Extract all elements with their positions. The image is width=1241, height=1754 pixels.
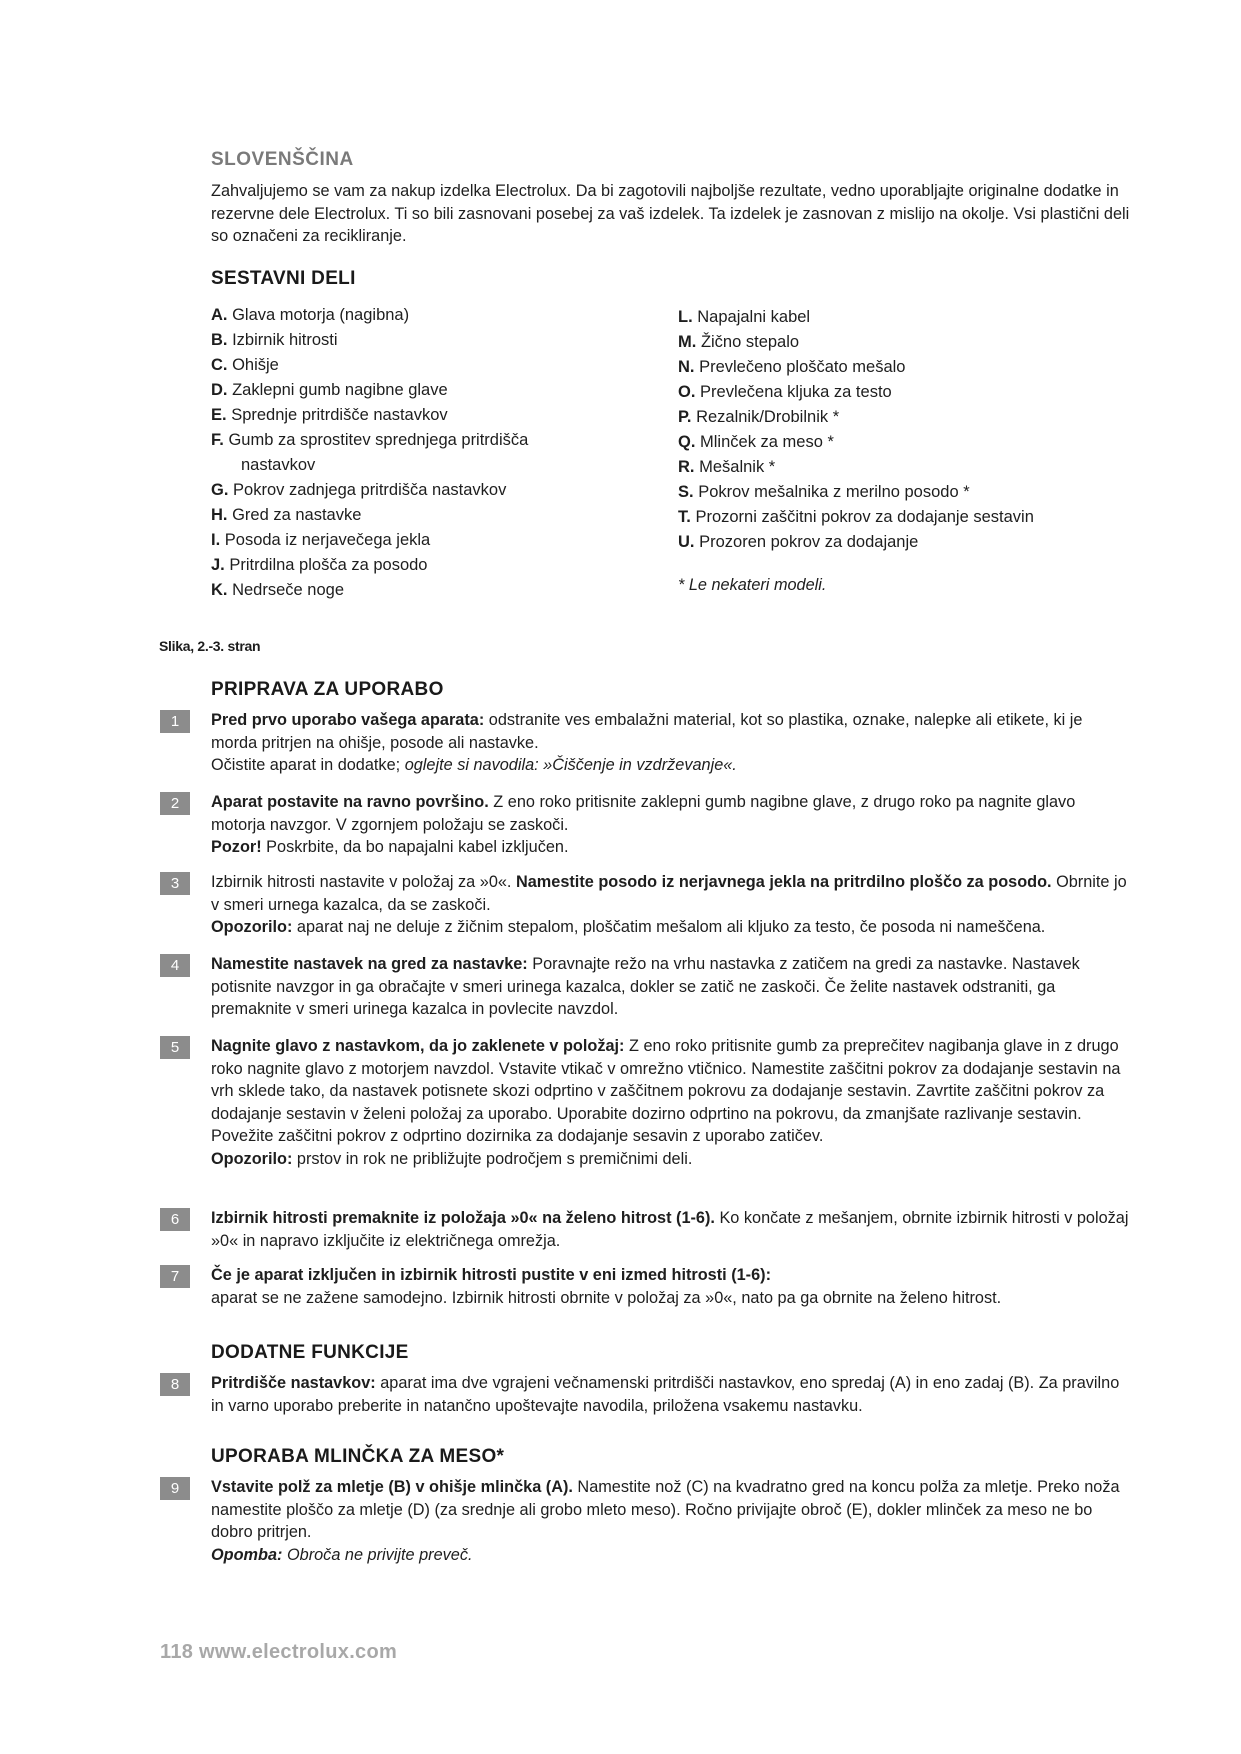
list-item: Q. Mlinček za meso * [678, 433, 834, 451]
prep-heading: PRIPRAVA ZA UPORABO [211, 679, 444, 700]
list-item: J. Pritrdilna plošča za posodo [211, 556, 428, 574]
step-8-text: Pritrdišče nastavkov: aparat ima dve vgrajeni večnamenski pritrdišči nastavkov, eno spredaj (A) in eno zadaj (B). Za pravilno in varno uporabo preberite in natančno upoštevajte navodila, priložena vsakemu nastavku. [211, 1374, 1120, 1415]
intro-paragraph: Zahvaljujemo se vam za nakup izdelka Electrolux. Da bi zagotovili najboljše rezultate, vedno uporabljajte originalne dodatke in rezervne dele Electrolux. Ti so bili zasnovani posebej za vaš izdelek. Ta izdelek je zasnovan z mislijo na okolje. Vsi plastični deli so označeni za recikliranje. [211, 182, 1130, 245]
parts-list-right [678, 305, 1034, 555]
list-item: A. Glava motorja (nagibna) [211, 306, 410, 324]
figure-reference: Slika, 2.-3. stran [159, 638, 261, 654]
step-number-badge: 4 [160, 954, 190, 977]
list-item: O. Prevlečena kljuka za testo [678, 383, 892, 401]
step-1-text: Pred prvo uporabo vašega aparata: odstranite ves embalažni material, kot so plastika, oznake, nalepke ali etikete, ki je morda pritrjen na ohišje, posode ali nastavke. Očistite aparat in dodatke; oglejte si navodila: »Čiščenje in vzdrževanje«. [211, 711, 1083, 774]
step-number-badge: 5 [160, 1036, 190, 1059]
list-item: N. Prevlečeno ploščato mešalo [678, 358, 906, 376]
list-item: P. Rezalnik/Drobilnik * [678, 408, 840, 426]
step-number-badge: 9 [160, 1477, 190, 1500]
step-2-text: Aparat postavite na ravno površino. Z eno roko pritisnite zaklepni gumb nagibne glave, z drugo roko pa nagnite glavo motorja navzgor. V zgornjem položaju se zaskoči. Pozor! Poskrbite, da bo napajalni kabel izključen. [211, 793, 1076, 856]
list-item: T. Prozorni zaščitni pokrov za dodajanje sestavin [678, 508, 1034, 526]
list-item: I. Posoda iz nerjavečega jekla [211, 531, 431, 549]
list-item: nastavkov [241, 456, 316, 474]
extra-functions-heading: DODATNE FUNKCIJE [211, 1342, 409, 1363]
step-number-badge: 2 [160, 792, 190, 815]
list-item: R. Mešalnik * [678, 458, 776, 476]
step-number-badge: 1 [160, 710, 190, 733]
list-item: U. Prozoren pokrov za dodajanje [678, 533, 919, 551]
list-item: M. Žično stepalo [678, 333, 800, 351]
list-item: C. Ohišje [211, 356, 279, 374]
list-item: K. Nedrseče noge [211, 581, 345, 599]
step-7-text: Če je aparat izključen in izbirnik hitrosti pustite v eni izmed hitrosti (1-6): aparat se ne zažene samodejno. Izbirnik hitrosti obrnite v položaj za »0«, nato pa ga obrnite na želeno hitrost. [211, 1266, 1002, 1307]
step-6-text: Izbirnik hitrosti premaknite iz položaja »0« na želeno hitrost (1-6). Ko končate z mešanjem, obrnite izbirnik hitrosti v položaj »0« in napravo izključite iz električnega omrežja. [211, 1209, 1129, 1250]
list-item: S. Pokrov mešalnika z merilno posodo * [678, 483, 970, 501]
list-item: B. Izbirnik hitrosti [211, 331, 338, 349]
step-3-text: Izbirnik hitrosti nastavite v položaj za »0«. Namestite posodo iz nerjavnega jekla na pritrdilno ploščo za posodo. Obrnite jo v smeri urnega kazalca, da se zaskoči. Opozorilo: aparat naj ne deluje z žičnim stepalom, ploščatim mešalom ali kljuko za testo, če posoda ni nameščena. [211, 873, 1127, 936]
step-number-badge: 7 [160, 1265, 190, 1288]
step-4-text: Namestite nastavek na gred za nastavke: Poravnajte režo na vrhu nastavka z zatičem na gredi za nastavke. Nastavek potisnite navzgor in ga obračajte v smeri urinega kazalca, dokler se zatič ne zaskoči. Če želite nastavek odstraniti, ga premaknite v smeri urinega kazalca in povlecite navzdol. [211, 955, 1080, 1018]
list-item: L. Napajalni kabel [678, 308, 811, 326]
footnote: * Le nekateri modeli. [678, 576, 827, 594]
language-title: SLOVENŠČINA [211, 149, 354, 170]
grinder-heading: UPORABA MLINČKA ZA MESO* [211, 1446, 505, 1467]
list-item: D. Zaklepni gumb nagibne glave [211, 381, 448, 399]
list-item: H. Gred za nastavke [211, 506, 362, 524]
list-item: F. Gumb za sprostitev sprednjega pritrdišča [211, 431, 529, 449]
step-number-badge: 6 [160, 1208, 190, 1231]
page-footer: 118 www.electrolux.com [160, 1641, 398, 1663]
list-item: E. Sprednje pritrdišče nastavkov [211, 406, 448, 424]
list-item: G. Pokrov zadnjega pritrdišča nastavkov [211, 481, 507, 499]
step-5-text: Nagnite glavo z nastavkom, da jo zaklenete v položaj: Z eno roko pritisnite gumb za preprečitev nagibanja glave in z drugo roko nagnite glavo z motorjem navzdol. Vstavite vtikač v omrežno vtičnico. Namestite zaščitni pokrov za dodajanje sestavin na vrh sklede tako, da nastavek potisnete skozi odprtino v zaščitnem pokrovu za dodajanje sestavin. Zavrtite zaščitni pokrov za dodajanje sestavin v želeni položaj za uporabo. Uporabite dozirno odprtino na pokrovu, da zmanjšate razlivanje sestavin. Povežite zaščitni pokrov z odprtino dozirnika za dodajanje sesavin z uporabo zatičev. Opozorilo: prstov in rok ne približujte področjem s premičnimi deli. [211, 1037, 1121, 1168]
parts-list-left [211, 303, 528, 603]
step-9-text: Vstavite polž za mletje (B) v ohišje mlinčka (A). Namestite nož (C) na kvadratno gred na koncu polža za mletje. Preko noža namestite ploščo za mletje (D) (za srednje ali grobo mleto meso). Ročno privijajte obroč (E), dokler mlinček za meso ne bo dobro pritrjen. Opomba: Obroča ne privijte preveč. [211, 1478, 1120, 1564]
parts-heading: SESTAVNI DELI [211, 268, 356, 289]
step-number-badge: 8 [160, 1373, 190, 1396]
step-number-badge: 3 [160, 872, 190, 895]
